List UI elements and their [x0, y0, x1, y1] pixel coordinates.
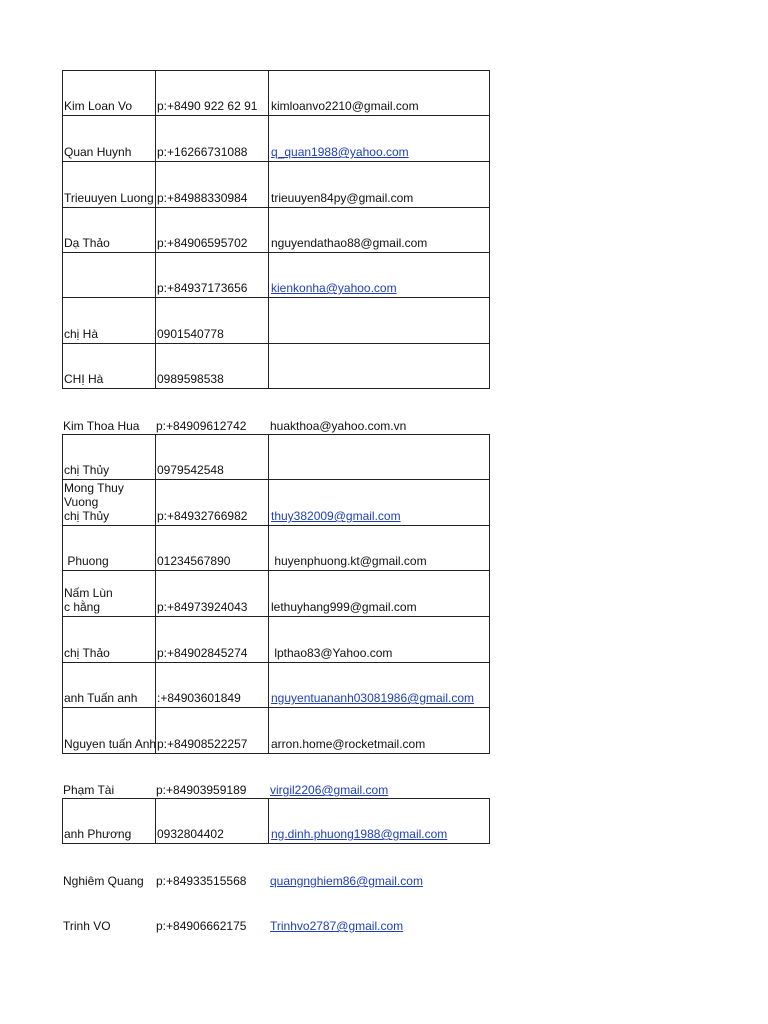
contact-row: [62, 525, 490, 571]
contact-row: [62, 889, 490, 935]
contact-row: [62, 162, 490, 208]
contact-name: anh Tuấn anh: [64, 691, 138, 705]
email-link-text[interactable]: nguyentuananh03081986@gmail.com: [271, 691, 474, 705]
contact-name: Phạm Tài: [63, 783, 115, 797]
contact-row: [62, 207, 490, 253]
contact-row: [62, 480, 490, 526]
contact-phone: p:+84909612742: [156, 419, 247, 433]
contact-phone: 0932804402: [155, 799, 267, 843]
contact-email: lpthao83@Yahoo.com: [268, 617, 488, 662]
contact-email-link[interactable]: [270, 889, 490, 935]
name-line: Nấm Lùn: [64, 586, 113, 600]
contact-row: [62, 116, 490, 162]
contact-email: [268, 298, 488, 343]
contact-phone: 0979542548: [155, 435, 267, 479]
email-link-text[interactable]: ng.dinh.phuong1988@gmail.com: [271, 827, 448, 841]
contact-row: [62, 70, 490, 116]
contact-phone: p:+84906595702: [155, 207, 267, 252]
contact-phone: p:+16266731088: [155, 116, 267, 161]
contact-phone: 01234567890: [155, 525, 267, 570]
contact-phone: 0901540778: [155, 298, 267, 343]
contact-name: Quan Huynh: [64, 145, 132, 159]
contact-phone: p:+8490 922 62 91: [155, 71, 267, 115]
contact-phone: p:+84902845274: [155, 617, 267, 662]
name-line: Vuong: [64, 495, 99, 509]
contact-row: [62, 434, 490, 480]
email-link-text[interactable]: Trinhvo2787@gmail.com: [270, 919, 404, 933]
contact-email: trieuuyen84py@gmail.com: [268, 162, 488, 207]
contact-email: huakthoa@yahoo.com.vn: [270, 419, 407, 433]
contact-email-link[interactable]: [268, 116, 488, 161]
contact-name: [64, 252, 156, 297]
contact-email-link[interactable]: [268, 662, 488, 707]
contact-row: [62, 298, 490, 344]
email-link-text[interactable]: quangnghiem86@gmail.com: [270, 874, 423, 888]
contact-phone: p:+84906662175: [156, 919, 247, 933]
contact-email: huyenphuong.kt@gmail.com: [268, 525, 488, 570]
contact-row: [62, 389, 490, 435]
contact-name: Phuong: [64, 554, 109, 568]
contact-name: chị Thảo: [64, 646, 110, 660]
contact-name: [64, 571, 156, 616]
email-link-text[interactable]: q_quan1988@yahoo.com: [271, 145, 409, 159]
contact-phone: p:+84988330984: [155, 162, 267, 207]
contact-name: Kim Thoa Hua: [63, 419, 140, 433]
contact-name: anh Phương: [64, 827, 132, 841]
contact-name: CHỊ Hà: [64, 372, 104, 386]
contact-name: chị Thủy: [64, 463, 110, 477]
contact-email: lethuyhang999@gmail.com: [268, 571, 488, 616]
contact-phone: p:+84933515568: [156, 874, 247, 888]
contact-name: chị Hà: [64, 327, 99, 341]
contact-name: Nguyen tuấn Anh: [64, 737, 156, 751]
contact-email-link[interactable]: [268, 480, 488, 525]
contact-name: Dạ Thảo: [64, 236, 110, 250]
contact-name: Trieuuyen Luong: [64, 191, 154, 205]
contact-row: [62, 844, 490, 890]
contact-email-link[interactable]: [268, 252, 488, 297]
contact-email-link[interactable]: [268, 799, 488, 843]
contact-email: [268, 435, 488, 479]
contact-row: [62, 571, 490, 617]
contact-name: [64, 480, 156, 525]
contact-email: kimloanvo2210@gmail.com: [268, 71, 488, 115]
contact-email: nguyendathao88@gmail.com: [268, 207, 488, 252]
contact-name: Kim Loan Vo: [64, 99, 133, 113]
contact-row: [62, 662, 490, 708]
name-line: Mong Thuy: [64, 481, 124, 495]
contact-row: [62, 252, 490, 298]
name-line: c hằng: [64, 600, 101, 614]
contact-email: arron.home@rocketmail.com: [268, 708, 488, 753]
contact-phone: 0989598538: [155, 343, 267, 388]
contact-row: [62, 753, 490, 799]
contact-email-link[interactable]: [270, 753, 490, 799]
contact-phone: p:+84932766982: [155, 480, 267, 525]
email-link-text[interactable]: kienkonha@yahoo.com: [271, 281, 397, 295]
contact-phone: p:+84908522257: [155, 708, 267, 753]
contact-row: [62, 617, 490, 663]
contact-phone: p:+84903959189: [156, 783, 247, 797]
contact-phone: :+84903601849: [155, 662, 267, 707]
email-link-text[interactable]: thuy382009@gmail.com: [271, 509, 401, 523]
name-line: chị Thủy: [64, 509, 110, 523]
contact-row: [62, 798, 490, 844]
contact-row: [62, 343, 490, 389]
contact-name: Trinh VO: [63, 919, 111, 933]
contact-phone: p:+84937173656: [155, 252, 267, 297]
contact-name: Nghiêm Quang: [63, 874, 144, 888]
contact-email-link[interactable]: [270, 844, 490, 890]
email-link-text[interactable]: virgil2206@gmail.com: [270, 783, 389, 797]
contact-email: [268, 343, 488, 388]
contact-phone: p:+84973924043: [155, 571, 267, 616]
contact-row: [62, 708, 490, 754]
